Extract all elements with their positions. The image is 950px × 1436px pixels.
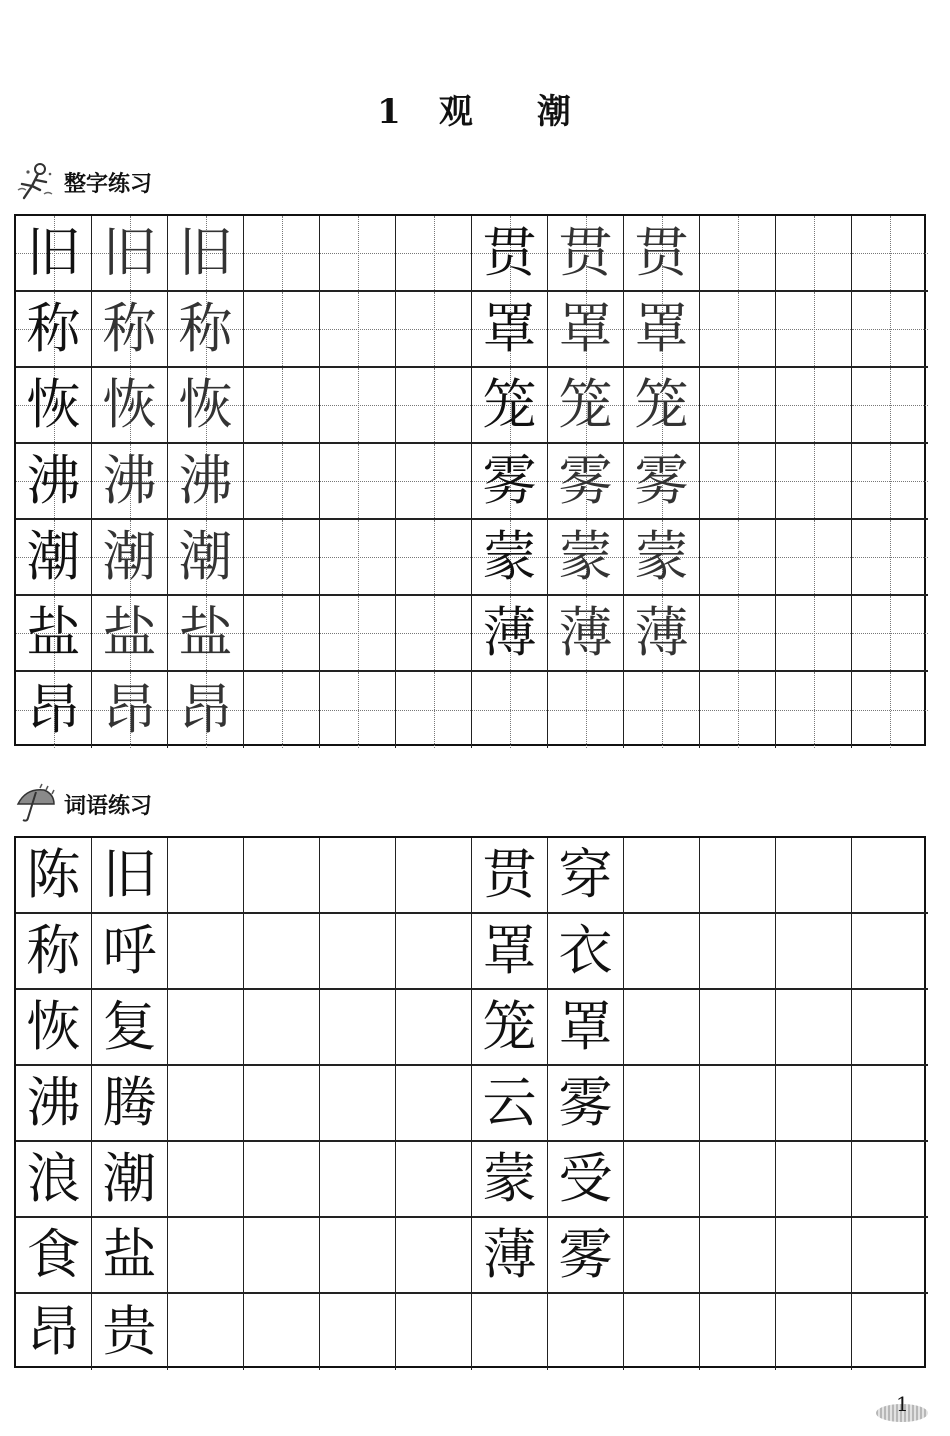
- grid-cell: [472, 520, 548, 596]
- grid-cell: [244, 368, 320, 444]
- grid-character: 旧: [102, 221, 157, 284]
- grid-cell: [548, 520, 624, 596]
- grid-character: 盐: [102, 601, 157, 664]
- page-number: [876, 1392, 928, 1422]
- grid-cell: [320, 914, 396, 990]
- grid-cell: [624, 1218, 700, 1294]
- grid-character: 昂: [26, 678, 81, 741]
- grid-cell: [92, 596, 168, 672]
- grid-character: 笼: [482, 995, 537, 1058]
- grid-cell: [624, 520, 700, 596]
- grid-character: 笼: [634, 373, 689, 436]
- grid-cell: [320, 368, 396, 444]
- grid-cell: [624, 596, 700, 672]
- grid-character: 雾: [634, 449, 689, 512]
- grid-cell: [396, 914, 472, 990]
- grid-character: 陈: [26, 843, 81, 906]
- grid-cell: [244, 520, 320, 596]
- grid-cell: [700, 1142, 776, 1218]
- grid-character: 呼: [102, 919, 157, 982]
- grid-character: 罩: [482, 919, 537, 982]
- grid-character: 贯: [634, 221, 689, 284]
- grid-cell: [16, 838, 92, 914]
- grid-cell: [320, 838, 396, 914]
- grid-cell: [852, 914, 928, 990]
- page-title: [0, 84, 950, 133]
- grid-cell: [624, 292, 700, 368]
- grid-character: 复: [102, 995, 157, 1058]
- grid-cell: [776, 1218, 852, 1294]
- grid-cell: [320, 292, 396, 368]
- grid-cell: [700, 520, 776, 596]
- grid-cell: [396, 444, 472, 520]
- grid-cell: [472, 368, 548, 444]
- grid-character: 贯: [482, 843, 537, 906]
- grid-character: 罩: [482, 297, 537, 360]
- grid-cell: [320, 216, 396, 292]
- grid-cell: [16, 596, 92, 672]
- grid-cell: [16, 368, 92, 444]
- grid-cell: [548, 1142, 624, 1218]
- section-header-character-practice: [14, 160, 152, 204]
- grid-cell: [92, 990, 168, 1066]
- grid-character: 昂: [26, 1300, 81, 1363]
- grid-character: 云: [482, 1071, 537, 1134]
- grid-cell: [852, 520, 928, 596]
- grid-cell: [244, 216, 320, 292]
- grid-cell: [244, 1142, 320, 1218]
- grid-cell: [548, 1066, 624, 1142]
- grid-cell: [472, 1294, 548, 1370]
- grid-character: 贯: [558, 221, 613, 284]
- grid-cell: [396, 1066, 472, 1142]
- grid-cell: [548, 990, 624, 1066]
- grid-character: 恢: [102, 373, 157, 436]
- grid-character: 潮: [102, 1147, 157, 1210]
- grid-cell: [776, 216, 852, 292]
- title-word-1: 观: [438, 92, 475, 132]
- grid-cell: [624, 914, 700, 990]
- grid-character: 蒙: [558, 525, 613, 588]
- grid-cell: [852, 672, 928, 748]
- grid-cell: [700, 444, 776, 520]
- grid-character: 罩: [558, 995, 613, 1058]
- grid-cell: [320, 990, 396, 1066]
- grid-cell: [776, 838, 852, 914]
- grid-cell: [624, 1142, 700, 1218]
- grid-cell: [776, 292, 852, 368]
- grid-cell: [168, 990, 244, 1066]
- grid-cell: [92, 1142, 168, 1218]
- grid-cell: [244, 990, 320, 1066]
- grid-cell: [244, 838, 320, 914]
- grid-cell: [244, 914, 320, 990]
- grid-cell: [852, 596, 928, 672]
- grid-cell: [548, 292, 624, 368]
- grid-cell: [92, 672, 168, 748]
- word-practice-grid: [14, 836, 926, 1368]
- grid-cell: [472, 292, 548, 368]
- section-title: 整字练习: [64, 171, 153, 197]
- grid-character: 浪: [26, 1147, 81, 1210]
- grid-cell: [472, 216, 548, 292]
- grid-cell: [472, 1142, 548, 1218]
- grid-cell: [16, 444, 92, 520]
- grid-cell: [92, 520, 168, 596]
- grid-cell: [852, 990, 928, 1066]
- grid-cell: [16, 914, 92, 990]
- grid-cell: [776, 1142, 852, 1218]
- grid-cell: [168, 1142, 244, 1218]
- grid-cell: [396, 838, 472, 914]
- grid-cell: [244, 1066, 320, 1142]
- grid-character: 薄: [482, 601, 537, 664]
- umbrella-rain-icon: [14, 782, 58, 826]
- grid-character: 蒙: [634, 525, 689, 588]
- grid-character: 雾: [558, 1071, 613, 1134]
- grid-cell: [700, 1066, 776, 1142]
- grid-cell: [320, 1294, 396, 1370]
- grid-cell: [700, 1294, 776, 1370]
- grid-cell: [548, 672, 624, 748]
- grid-character: 薄: [558, 601, 613, 664]
- grid-cell: [168, 216, 244, 292]
- running-figure-icon: [14, 160, 58, 204]
- page-number-text: 1: [896, 1392, 909, 1416]
- grid-cell: [472, 914, 548, 990]
- grid-cell: [548, 444, 624, 520]
- grid-cell: [852, 368, 928, 444]
- grid-cell: [624, 368, 700, 444]
- grid-cell: [92, 914, 168, 990]
- grid-character: 恢: [178, 373, 233, 436]
- grid-cell: [396, 990, 472, 1066]
- grid-cell: [168, 520, 244, 596]
- grid-character: 沸: [26, 1071, 81, 1134]
- grid-cell: [852, 1066, 928, 1142]
- grid-cell: [776, 914, 852, 990]
- grid-cell: [396, 520, 472, 596]
- grid-character: 潮: [26, 525, 81, 588]
- grid-cell: [320, 672, 396, 748]
- grid-character: 笼: [558, 373, 613, 436]
- grid-cell: [396, 596, 472, 672]
- grid-cell: [700, 838, 776, 914]
- grid-character: 恢: [26, 373, 81, 436]
- grid-cell: [624, 990, 700, 1066]
- lesson-number: 1: [377, 92, 403, 132]
- grid-character: 腾: [102, 1071, 157, 1134]
- grid-character: 沸: [26, 449, 81, 512]
- grid-character: 沸: [178, 449, 233, 512]
- grid-character: 潮: [102, 525, 157, 588]
- grid-character: 穿: [558, 843, 613, 906]
- grid-character: 蒙: [482, 1147, 537, 1210]
- grid-cell: [396, 1142, 472, 1218]
- grid-character: 称: [102, 297, 157, 360]
- grid-character: 衣: [558, 919, 613, 982]
- grid-cell: [244, 672, 320, 748]
- grid-cell: [548, 914, 624, 990]
- grid-cell: [776, 990, 852, 1066]
- grid-cell: [168, 368, 244, 444]
- grid-cell: [700, 292, 776, 368]
- grid-cell: [700, 368, 776, 444]
- grid-cell: [548, 216, 624, 292]
- grid-character: 称: [26, 919, 81, 982]
- grid-cell: [776, 596, 852, 672]
- grid-character: 薄: [634, 601, 689, 664]
- grid-cell: [16, 1066, 92, 1142]
- grid-cell: [624, 838, 700, 914]
- grid-cell: [852, 1294, 928, 1370]
- grid-cell: [472, 990, 548, 1066]
- grid-cell: [852, 216, 928, 292]
- grid-character: 昂: [102, 678, 157, 741]
- grid-cell: [168, 444, 244, 520]
- grid-cell: [168, 596, 244, 672]
- section-header-word-practice: [14, 782, 152, 826]
- grid-character: 昂: [178, 678, 233, 741]
- grid-character: 旧: [178, 221, 233, 284]
- grid-cell: [16, 216, 92, 292]
- grid-cell: [244, 596, 320, 672]
- grid-cell: [700, 596, 776, 672]
- grid-cell: [396, 216, 472, 292]
- grid-cell: [624, 1294, 700, 1370]
- grid-cell: [168, 914, 244, 990]
- grid-cell: [320, 520, 396, 596]
- grid-character: 雾: [558, 1223, 613, 1286]
- grid-cell: [852, 292, 928, 368]
- grid-character: 贵: [102, 1300, 157, 1363]
- grid-character: 笼: [482, 373, 537, 436]
- grid-cell: [16, 1142, 92, 1218]
- section-title: 词语练习: [64, 793, 153, 819]
- grid-cell: [16, 292, 92, 368]
- grid-cell: [92, 368, 168, 444]
- grid-cell: [852, 444, 928, 520]
- grid-cell: [16, 1294, 92, 1370]
- grid-character: 盐: [26, 601, 81, 664]
- grid-cell: [320, 1142, 396, 1218]
- grid-cell: [92, 1218, 168, 1294]
- grid-cell: [472, 672, 548, 748]
- grid-cell: [472, 1066, 548, 1142]
- grid-cell: [472, 838, 548, 914]
- grid-character: 旧: [26, 221, 81, 284]
- grid-cell: [16, 520, 92, 596]
- grid-cell: [852, 838, 928, 914]
- grid-cell: [548, 596, 624, 672]
- grid-cell: [244, 444, 320, 520]
- grid-cell: [396, 1218, 472, 1294]
- grid-cell: [320, 596, 396, 672]
- grid-cell: [168, 1294, 244, 1370]
- grid-cell: [776, 1294, 852, 1370]
- grid-character: 受: [558, 1147, 613, 1210]
- grid-cell: [92, 838, 168, 914]
- grid-cell: [320, 1066, 396, 1142]
- grid-character: 沸: [102, 449, 157, 512]
- grid-cell: [700, 914, 776, 990]
- grid-cell: [396, 672, 472, 748]
- grid-cell: [472, 444, 548, 520]
- grid-cell: [700, 672, 776, 748]
- grid-character: 称: [26, 297, 81, 360]
- grid-cell: [168, 1066, 244, 1142]
- grid-cell: [548, 1294, 624, 1370]
- grid-character: 旧: [102, 843, 157, 906]
- grid-cell: [624, 672, 700, 748]
- grid-cell: [396, 368, 472, 444]
- grid-cell: [700, 216, 776, 292]
- grid-cell: [16, 672, 92, 748]
- grid-cell: [852, 1142, 928, 1218]
- grid-character: 食: [26, 1223, 81, 1286]
- grid-cell: [396, 1294, 472, 1370]
- title-word-2: 潮: [536, 92, 573, 132]
- grid-cell: [92, 444, 168, 520]
- grid-cell: [396, 292, 472, 368]
- grid-character: 雾: [482, 449, 537, 512]
- grid-character: 雾: [558, 449, 613, 512]
- grid-cell: [776, 672, 852, 748]
- grid-cell: [320, 444, 396, 520]
- grid-cell: [168, 672, 244, 748]
- grid-cell: [244, 1218, 320, 1294]
- grid-character: 称: [178, 297, 233, 360]
- grid-cell: [776, 520, 852, 596]
- grid-cell: [776, 444, 852, 520]
- grid-character: 罩: [634, 297, 689, 360]
- grid-character: 恢: [26, 995, 81, 1058]
- grid-character: 贯: [482, 221, 537, 284]
- grid-cell: [168, 838, 244, 914]
- grid-cell: [16, 1218, 92, 1294]
- grid-cell: [168, 292, 244, 368]
- grid-cell: [320, 1218, 396, 1294]
- grid-character: 盐: [178, 601, 233, 664]
- grid-cell: [16, 990, 92, 1066]
- grid-cell: [776, 1066, 852, 1142]
- grid-cell: [700, 990, 776, 1066]
- grid-cell: [244, 1294, 320, 1370]
- grid-cell: [472, 596, 548, 672]
- grid-cell: [244, 292, 320, 368]
- grid-cell: [548, 1218, 624, 1294]
- grid-cell: [92, 216, 168, 292]
- grid-cell: [624, 216, 700, 292]
- grid-cell: [92, 1294, 168, 1370]
- character-practice-grid: [14, 214, 926, 746]
- grid-character: 薄: [482, 1223, 537, 1286]
- grid-cell: [624, 444, 700, 520]
- grid-cell: [472, 1218, 548, 1294]
- grid-character: 蒙: [482, 525, 537, 588]
- grid-cell: [548, 838, 624, 914]
- grid-cell: [168, 1218, 244, 1294]
- grid-character: 潮: [178, 525, 233, 588]
- grid-cell: [700, 1218, 776, 1294]
- grid-cell: [852, 1218, 928, 1294]
- grid-cell: [548, 368, 624, 444]
- grid-cell: [92, 292, 168, 368]
- grid-character: 盐: [102, 1223, 157, 1286]
- grid-cell: [92, 1066, 168, 1142]
- grid-cell: [776, 368, 852, 444]
- grid-cell: [624, 1066, 700, 1142]
- grid-character: 罩: [558, 297, 613, 360]
